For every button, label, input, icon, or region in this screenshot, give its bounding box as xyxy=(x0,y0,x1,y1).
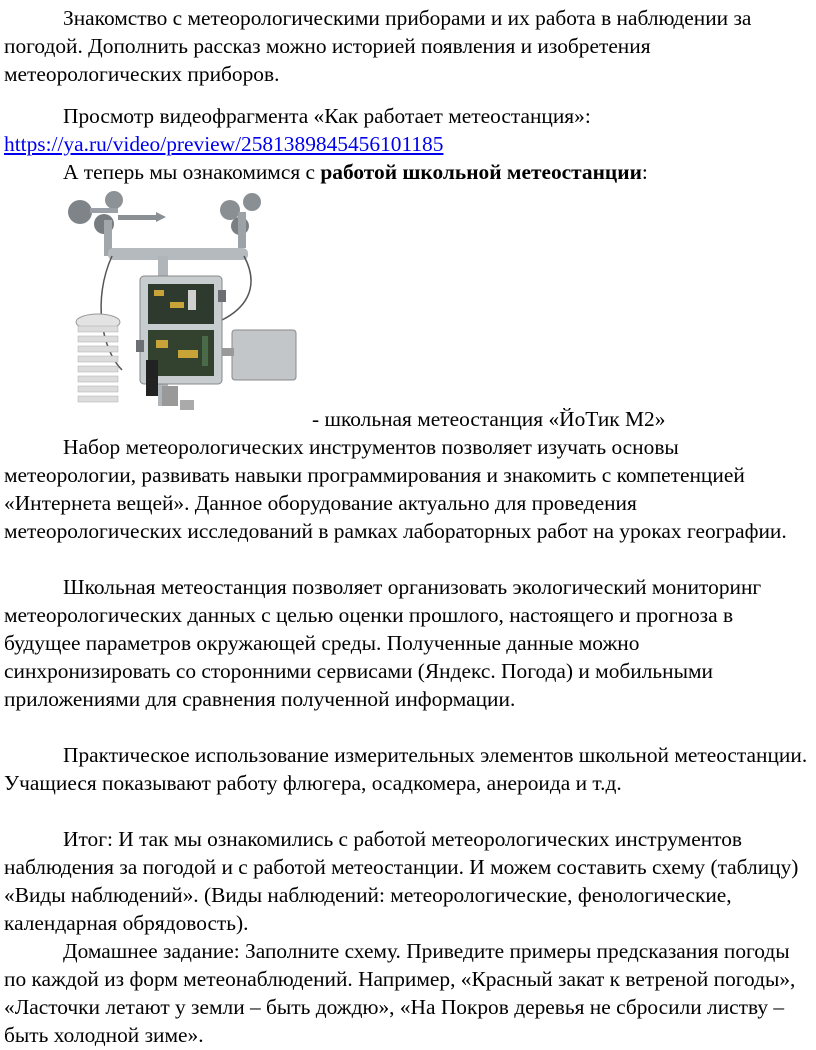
video-link[interactable]: https://ya.ru/video/preview/2581389845456101185 xyxy=(4,132,444,156)
monitoring-paragraph: Школьная метеостанция позволяет организовать экологический мониторинг метеорологических данных с целью оценки прошлого, настоящего и прогноза в будущее параметров окружающей среды. Полученные данные можно синхронизировать со сторонними сервисами (Яндекс. Погода) и мобильными приложениями для сравнения полученной информации. xyxy=(4,575,762,711)
intro-paragraph: Знакомство с метеорологическими приборами и их работа в наблюдении за погодой. Дополнить рассказ можно историей появления и изобретения метеорологических приборов. xyxy=(4,6,752,86)
station-intro-bold: работой школьной метеостанции xyxy=(320,160,642,184)
summary-paragraph: Итог: И так мы ознакомились с работой метеорологических инструментов наблюдения за погодой и с работой метеостанции. И можем составить схему (таблицу) «Виды наблюдений». (Виды наблюдений: метеорологические, фенологические, календарная обрядовость). xyxy=(4,827,799,935)
video-label: Просмотр видеофрагмента «Как работает метеостанция»: xyxy=(63,104,591,128)
kit-paragraph: Набор метеорологических инструментов позволяет изучать основы метеорологии, развивать навыки программирования и знакомить с компетенцией «Интернета вещей». Данное оборудование актуально для проведения метеорологических исследований в рамках лабораторных работ на уроках географии. xyxy=(4,435,787,543)
practice-paragraph: Практическое использование измерительных элементов школьной метеостанции. Учащиеся показывают работу флюгера, осадкомера, анероида и т.д. xyxy=(4,743,808,795)
station-intro-prefix: А теперь мы ознакомимся с xyxy=(63,160,321,184)
video-paragraph xyxy=(4,102,810,158)
station-intro-suffix: : xyxy=(641,160,648,184)
station-intro-paragraph xyxy=(4,158,810,186)
homework-paragraph: Домашнее задание: Заполните схему. Приведите примеры предсказания погоды по каждой из форм метеонаблюдений. Например, «Красный закат к ветреной погоды», «Ласточки летают у земли – быть дождю», «На Покров деревья не сбросили листву – быть холодной зиме». xyxy=(4,939,796,1047)
image-caption: - школьная метеостанция «ЙоТик М2» xyxy=(312,407,666,431)
weather-station-image xyxy=(62,190,310,415)
